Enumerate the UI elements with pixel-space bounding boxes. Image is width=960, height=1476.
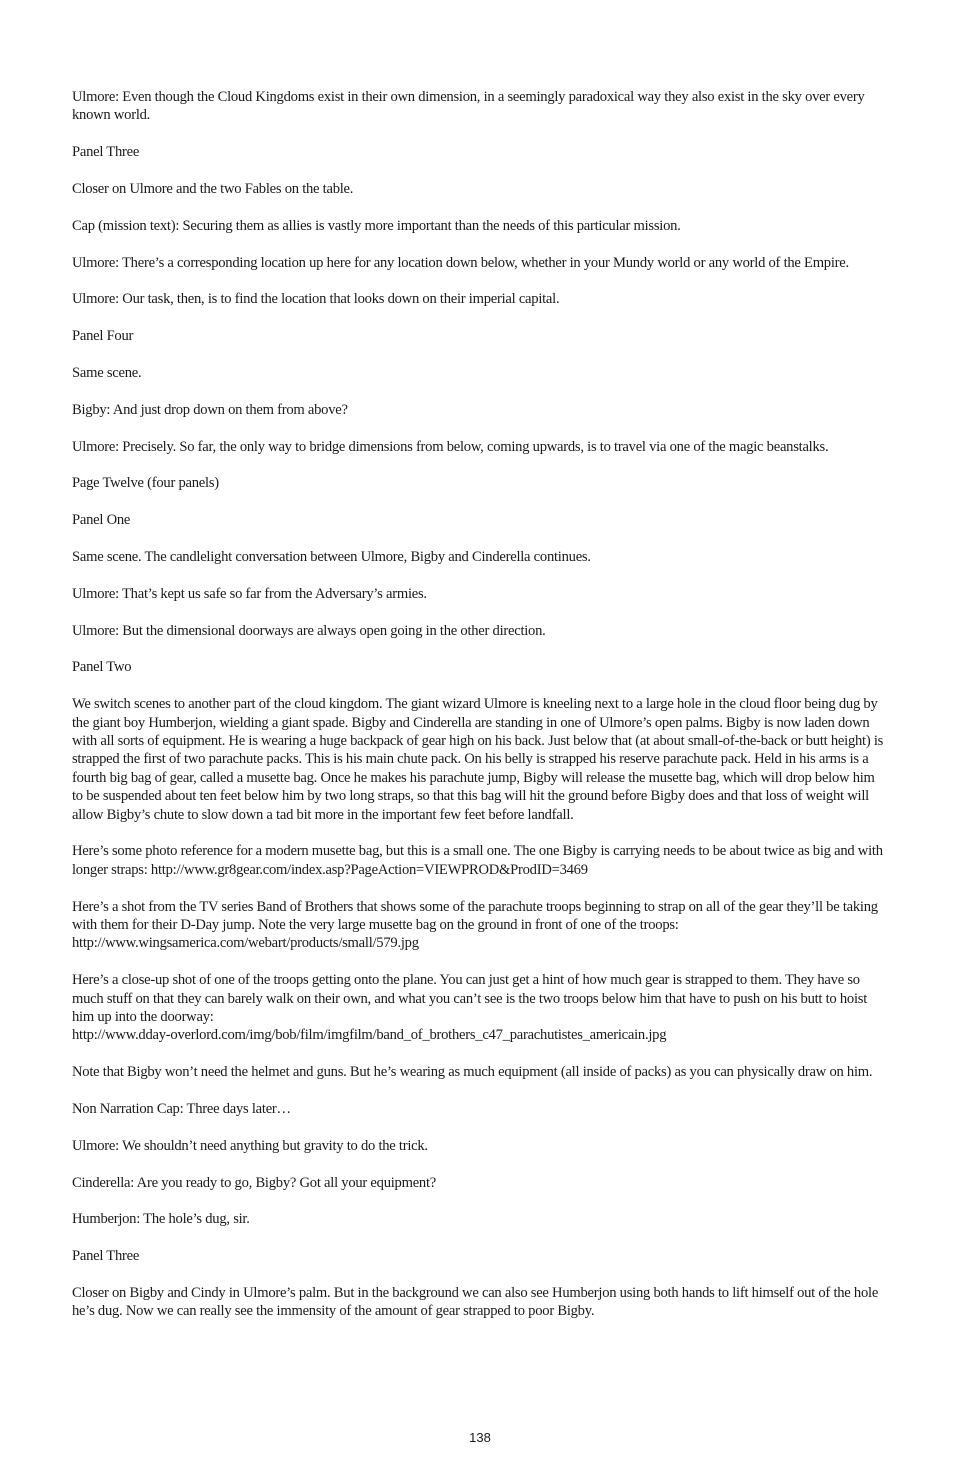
dialogue-line: Ulmore: Our task, then, is to find the location that looks down on their imperial capital. (72, 291, 560, 308)
paragraph-ulmore-cloud-kingdoms: Ulmore: Even though the Cloud Kingdoms exist in their own dimension, in a seemingly paradoxical way they also exist in the sky over every known world. (72, 89, 865, 124)
dialogue-line: Ulmore: There’s a corresponding location up here for any location down below, whether in your Mundy world or any world of the Empire. (72, 254, 849, 271)
dialogue-line: Humberjon: The hole’s dug, sir. (72, 1211, 250, 1228)
page-number: 138 (469, 1430, 491, 1445)
panel-heading: Panel Four (72, 328, 134, 345)
panel-heading: Panel One (72, 512, 131, 529)
panel-heading: Panel Three (72, 144, 140, 161)
caption-line: Non Narration Cap: Three days later… (72, 1101, 291, 1118)
panel-description: Closer on Bigby and Cindy in Ulmore’s palm. But in the background we can also see Humberjon using both hands to lift himself out of the hole he’s dug. Now we can really see the immensity of the amount of gear strapped to poor Bigby. (72, 1285, 879, 1320)
dialogue-line: Ulmore: We shouldn’t need anything but gravity to do the trick. (72, 1137, 428, 1154)
dialogue-line: Ulmore: But the dimensional doorways are always open going in the other direction. (72, 622, 546, 639)
dialogue-line: Ulmore: Precisely. So far, the only way to bridge dimensions from below, coming upwards, is to travel via one of the magic beanstalks. (72, 438, 829, 455)
page-heading: Page Twelve (four panels) (72, 475, 219, 492)
panel-description: Closer on Ulmore and the two Fables on the table. (72, 181, 354, 197)
dialogue-line: Ulmore: That’s kept us safe so far from the Adversary’s armies. (72, 585, 427, 602)
caption-line: Cap (mission text): Securing them as allies is vastly more important than the needs of this particular mission. (72, 217, 681, 234)
panel-heading: Panel Three (72, 1248, 140, 1265)
panel-description: Same scene. (72, 364, 142, 381)
dialogue-line: Cinderella: Are you ready to go, Bigby? Got all your equipment? (72, 1174, 437, 1191)
panel-description: Same scene. The candlelight conversation between Ulmore, Bigby and Cinderella continues. (72, 548, 591, 565)
script-page-body (72, 88, 888, 1339)
reference-note: Here’s a close-up shot of one of the troops getting onto the plane. You can just get a hint of how much gear is strapped to them. They have so much stuff on that they can barely walk on their own, and what you can’t see is the two troops below him that have to push on his butt to hoist him up into the doorway: http://www.dday-overlord.com/img/bob/film/imgfilm/band_of_brothers_c47_parachutistes_americain.jpg (72, 972, 868, 1044)
dialogue-line: Bigby: And just drop down on them from above? (72, 401, 348, 418)
panel-description: We switch scenes to another part of the cloud kingdom. The giant wizard Ulmore is kneeling next to a large hole in the cloud floor being dug by the giant boy Humberjon, wielding a giant spade. Bigby and Cinderella are standing in one of Ulmore’s open palms. Bigby is now laden down with all sorts of equipment. He is wearing a huge backpack of gear high on his back. Just below that (at about small-of-the-back or butt height) is strapped the first of two parachute packs. This is his main chute pack. On his belly is strapped his reserve parachute pack. Held in his arms is a fourth big bag of gear, called a musette bag. Once he makes his parachute jump, Bigby will release the musette bag, which will drop below him to be suspended about ten feet below him by two long straps, so that this bag will hit the ground before Bigby does and that loss of weight will allow Bigby’s chute to slow down a tad bit more in the important few feet before landfall. (72, 696, 884, 823)
artist-note: Note that Bigby won’t need the helmet and guns. But he’s wearing as much equipment (all inside of packs) as you can physically draw on him. (72, 1064, 873, 1081)
reference-note: Here’s some photo reference for a modern musette bag, but this is a small one. The one Bigby is carrying needs to be about twice as big and with longer straps: http://www.gr8gear.com/index.asp?PageAction=VIEWPROD&ProdID=3469 (72, 843, 883, 878)
reference-note: Here’s a shot from the TV series Band of Brothers that shows some of the parachute troops beginning to strap on all of the gear they’ll be taking with them for their D-Day jump. Note the very large musette bag on the ground in front of one of the troops: http://www.wingsamerica.com/webart/products/small/579.jpg (72, 898, 878, 952)
panel-heading: Panel Two (72, 659, 132, 676)
